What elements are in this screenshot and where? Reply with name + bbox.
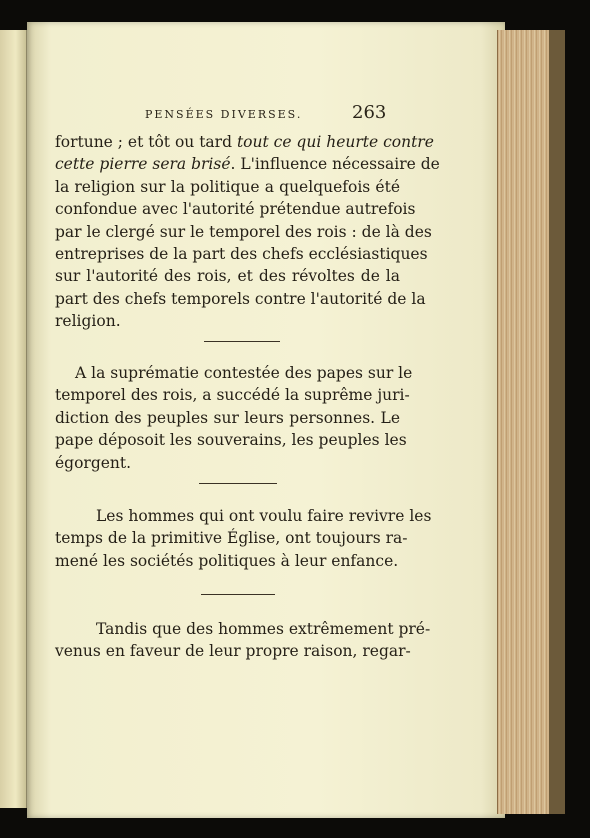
section-divider xyxy=(204,341,280,342)
book-cover-edge xyxy=(549,30,565,814)
text-line: pape déposoit les souverains, les peuples les xyxy=(55,431,407,450)
left-page-edge xyxy=(0,30,27,808)
section-divider xyxy=(199,483,277,484)
text-line: A la suprématie contestée des papes sur le xyxy=(75,364,413,382)
text-line: fortune ; et tôt ou tard tout ce qui heurte contre xyxy=(55,133,434,151)
paragraph-3-body xyxy=(55,527,408,572)
paragraph-3 xyxy=(96,505,432,527)
text-line: cette pierre sera brisé. L'influence nécessaire de xyxy=(55,155,440,174)
paragraph-4 xyxy=(96,618,431,640)
page-stack-edge xyxy=(497,30,550,814)
text-line: confondue avec l'autorité prétendue autrefois xyxy=(55,200,416,219)
section-divider xyxy=(201,594,275,595)
text-line: religion. xyxy=(55,312,121,331)
paragraph-4-body xyxy=(55,640,411,662)
text-line: sur l'autorité des rois, et des révoltes de la xyxy=(55,267,400,286)
text-line: mené les sociétés politiques à leur enfance. xyxy=(55,551,399,570)
text-line: temporel des rois, a succédé la suprême juri- xyxy=(55,386,410,405)
text-line: par le clergé sur le temporel des rois : de là des xyxy=(55,222,432,241)
paragraph-2 xyxy=(75,362,413,384)
text-line: venus en faveur de leur propre raison, regar- xyxy=(55,642,411,661)
text-line: égorgent. xyxy=(55,453,132,472)
text-line: la religion sur la politique a quelquefois été xyxy=(55,177,400,196)
page-number: 263 xyxy=(352,102,387,123)
text-line: Tandis que des hommes extrêmement pré- xyxy=(96,620,431,638)
text-line: Les hommes qui ont voulu faire revivre les xyxy=(96,507,432,525)
running-head: PENSÉES DIVERSES. xyxy=(145,108,303,121)
text-line: entreprises de la part des chefs ecclésiastiques xyxy=(55,244,428,263)
paragraph-2-body xyxy=(55,384,410,474)
paragraph-1 xyxy=(55,131,440,333)
text-line: diction des peuples sur leurs personnes. Le xyxy=(55,408,400,427)
text-line: temps de la primitive Église, ont toujours ra- xyxy=(55,529,408,548)
text-line: part des chefs temporels contre l'autorité de la xyxy=(55,289,426,308)
